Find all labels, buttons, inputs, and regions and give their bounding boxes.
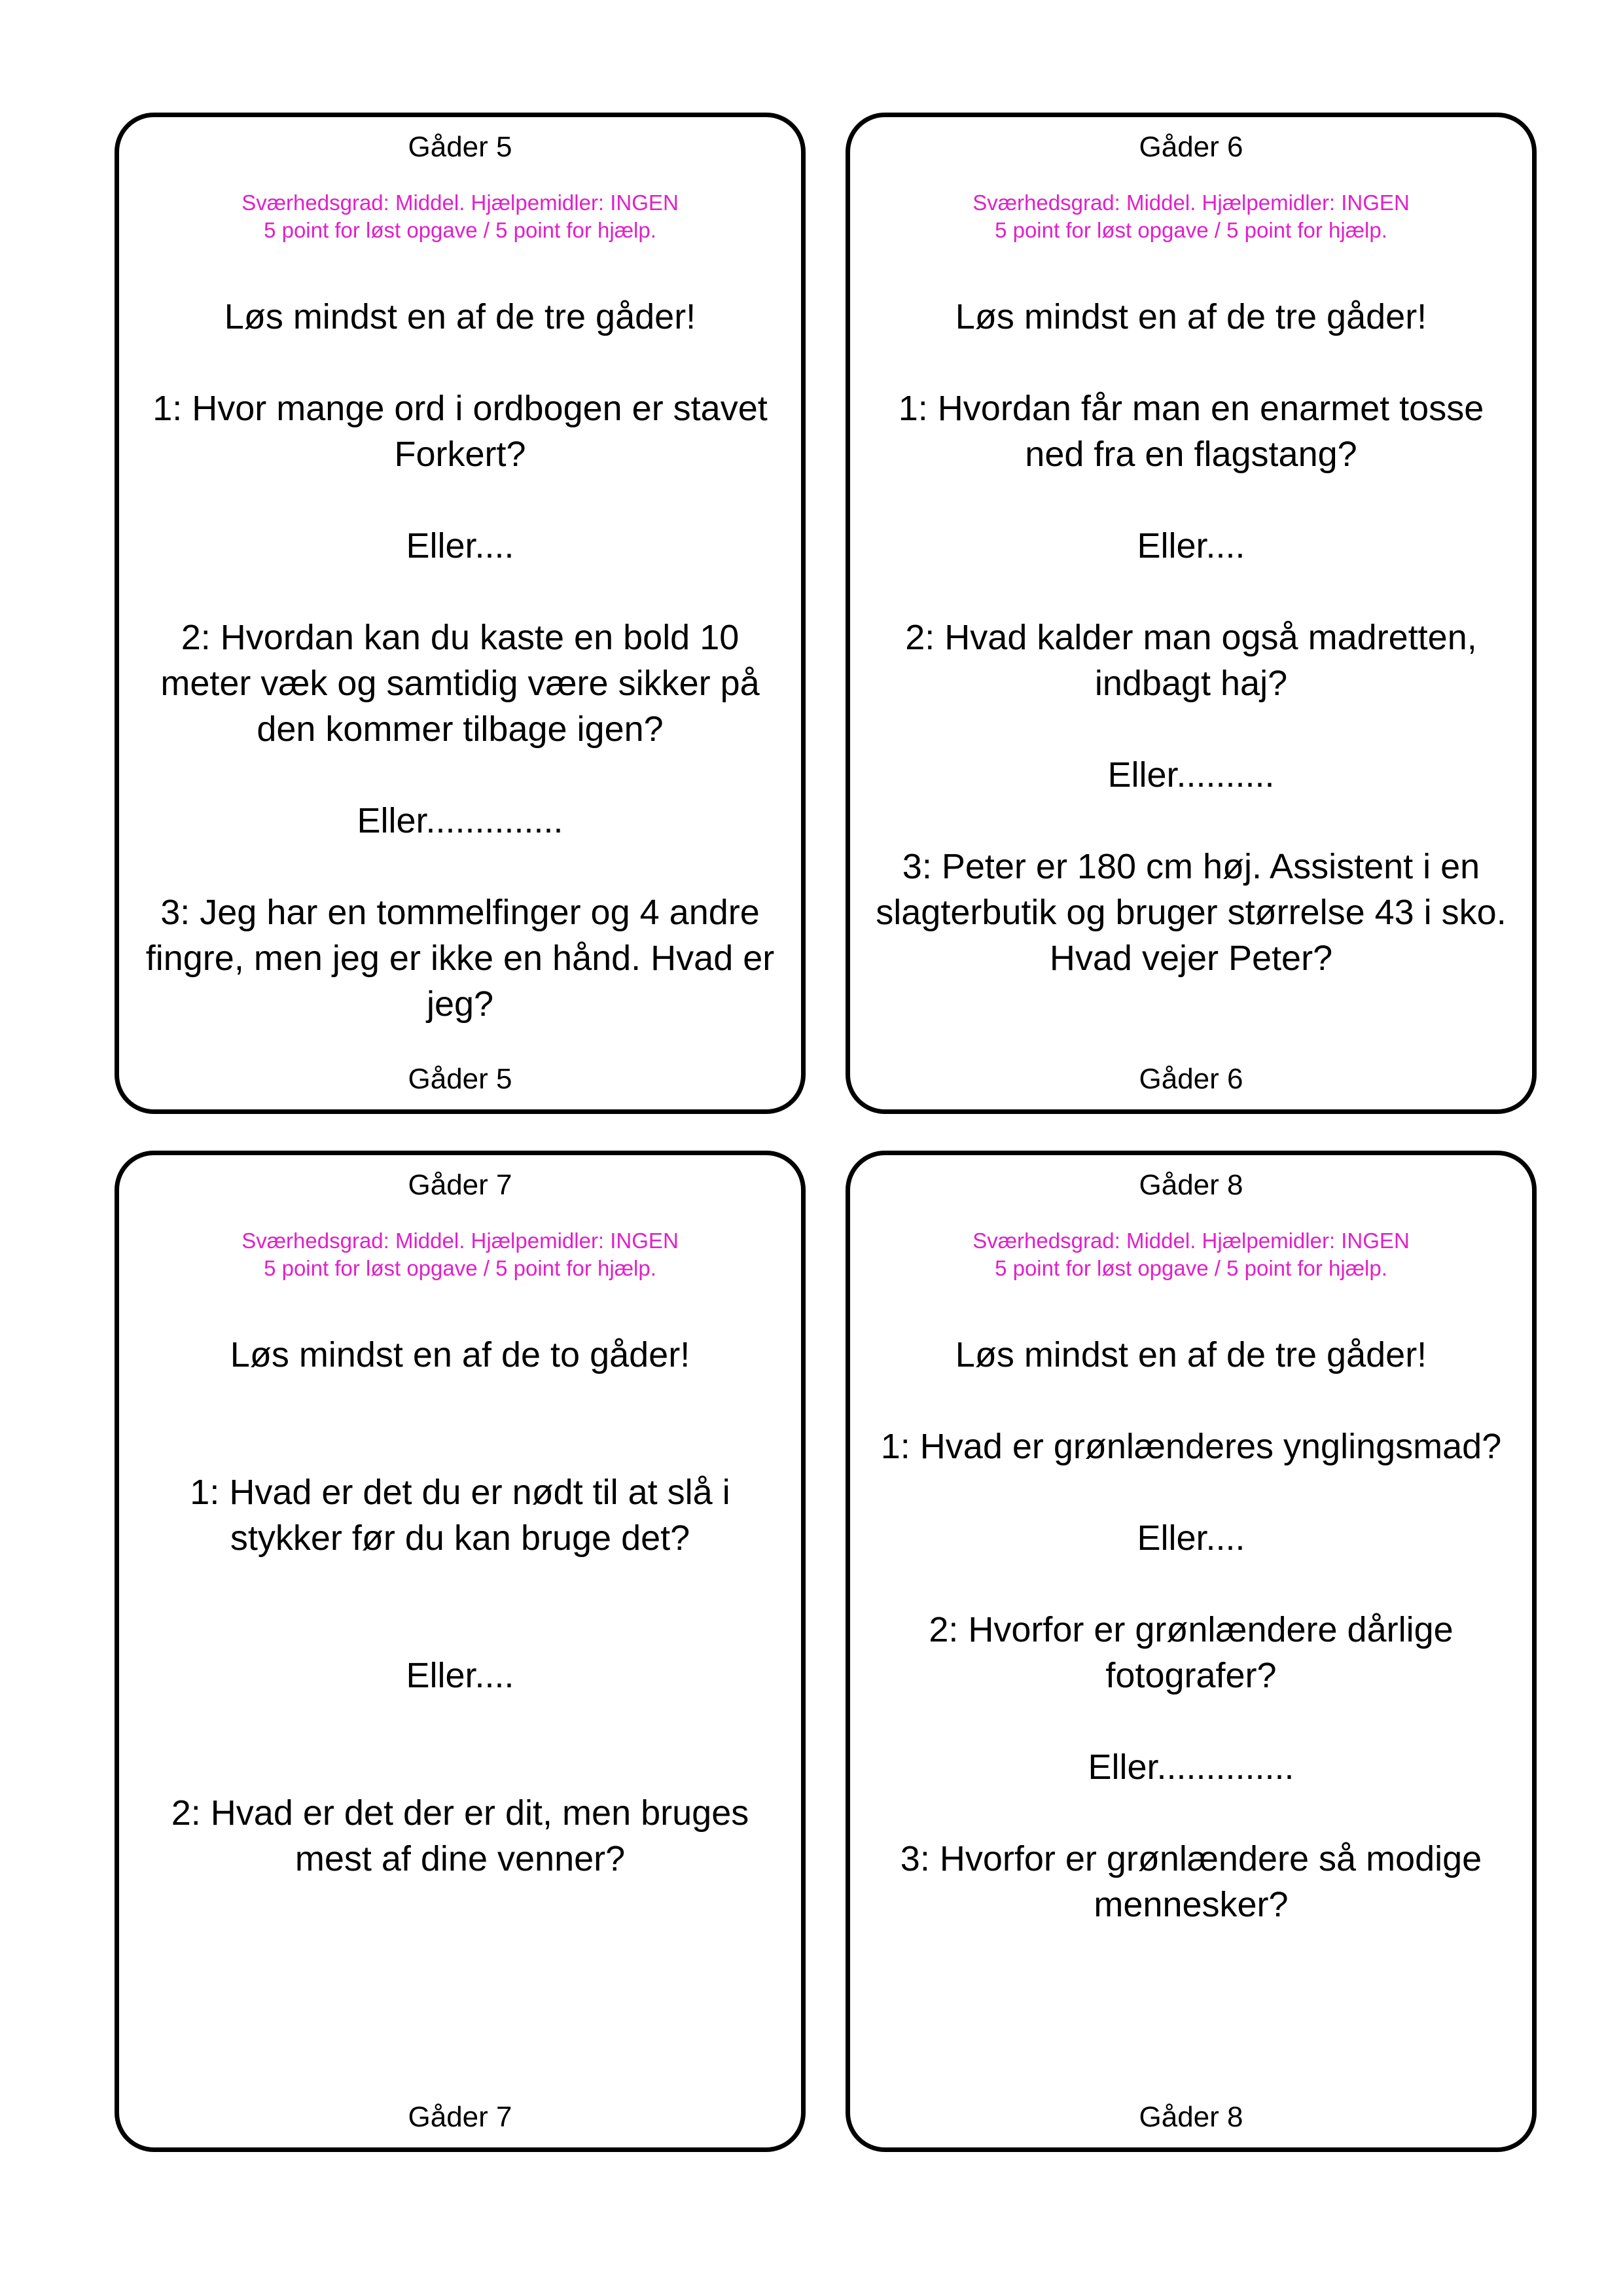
card-body	[870, 1332, 1512, 1973]
riddle-3: 3: Jeg har en tommelfinger og 4 andre fingre, men jeg er ikke en hånd. Hvad er jeg?	[145, 893, 775, 1024]
instruction-text: Løs mindst en af de tre gåder!	[224, 297, 696, 336]
riddle-card-6	[846, 113, 1537, 1114]
card-meta	[132, 189, 788, 244]
difficulty-text: Sværhedsgrad: Middel. Hjælpemidler: INGEN	[972, 190, 1410, 215]
card-footer: Gåder 8	[1139, 2101, 1243, 2133]
difficulty-text: Sværhedsgrad: Middel. Hjælpemidler: INGEN	[972, 1229, 1410, 1253]
card-meta	[863, 1227, 1519, 1282]
riddle-1: 1: Hvad er det du er nødt til at slå i stykker før du kan bruge det?	[190, 1473, 730, 1558]
separator-text: Eller....	[406, 1656, 514, 1695]
riddle-3: 3: Hvorfor er grønlændere så modige mennesker?	[900, 1839, 1482, 1924]
card-body	[139, 294, 781, 1073]
card-footer: Gåder 6	[1139, 1063, 1243, 1095]
separator-text: Eller..........	[1107, 755, 1275, 795]
riddle-2: 2: Hvordan kan du kaste en bold 10 meter væk og samtidig være sikker på den kommer tilbage igen?	[160, 618, 760, 749]
instruction-text: Løs mindst en af de tre gåder!	[955, 1335, 1427, 1374]
riddle-card-5	[115, 113, 806, 1114]
card-footer: Gåder 5	[408, 1063, 512, 1095]
riddle-2: 2: Hvorfor er grønlændere dårlige fotografer?	[929, 1610, 1454, 1695]
points-text: 5 point for løst opgave / 5 point for hjælp.	[264, 218, 656, 242]
card-meta	[132, 1227, 788, 1282]
difficulty-text: Sværhedsgrad: Middel. Hjælpemidler: INGEN	[241, 190, 679, 215]
separator-text: Eller....	[1137, 1518, 1245, 1558]
riddle-1: 1: Hvad er grønlænderes ynglingsmad?	[880, 1427, 1502, 1466]
points-text: 5 point for løst opgave / 5 point for hjælp.	[995, 1256, 1387, 1280]
riddle-1: 1: Hvor mange ord i ordbogen er stavet Forkert?	[152, 389, 768, 474]
points-text: 5 point for løst opgave / 5 point for hjælp.	[995, 218, 1387, 242]
separator-text: Eller....	[1137, 526, 1245, 565]
riddle-card-7	[115, 1151, 806, 2152]
riddle-3: 3: Peter er 180 cm høj. Assistent i en slagterbutik og bruger størrelse 43 i sko. Hvad vejer Peter?	[876, 847, 1507, 978]
card-body	[139, 1332, 781, 1973]
difficulty-text: Sværhedsgrad: Middel. Hjælpemidler: INGEN	[241, 1229, 679, 1253]
separator-text: Eller....	[406, 526, 514, 565]
riddle-1: 1: Hvordan får man en enarmet tosse ned fra en flagstang?	[898, 389, 1484, 474]
separator-text: Eller..............	[1088, 1748, 1294, 1787]
riddle-2: 2: Hvad er det der er dit, men bruges mest af dine venner?	[171, 1793, 749, 1878]
card-footer: Gåder 7	[408, 2101, 512, 2133]
card-body	[870, 294, 1512, 1027]
riddle-card-8	[846, 1151, 1537, 2152]
points-text: 5 point for løst opgave / 5 point for hjælp.	[264, 1256, 656, 1280]
card-title: Gåder 5	[408, 131, 512, 163]
instruction-text: Løs mindst en af de to gåder!	[230, 1335, 690, 1374]
instruction-text: Løs mindst en af de tre gåder!	[955, 297, 1427, 336]
card-title: Gåder 8	[1139, 1169, 1243, 1201]
riddle-2: 2: Hvad kalder man også madretten, indbagt haj?	[905, 618, 1477, 703]
separator-text: Eller..............	[357, 801, 563, 840]
card-meta	[863, 189, 1519, 244]
card-title: Gåder 6	[1139, 131, 1243, 163]
card-title: Gåder 7	[408, 1169, 512, 1201]
